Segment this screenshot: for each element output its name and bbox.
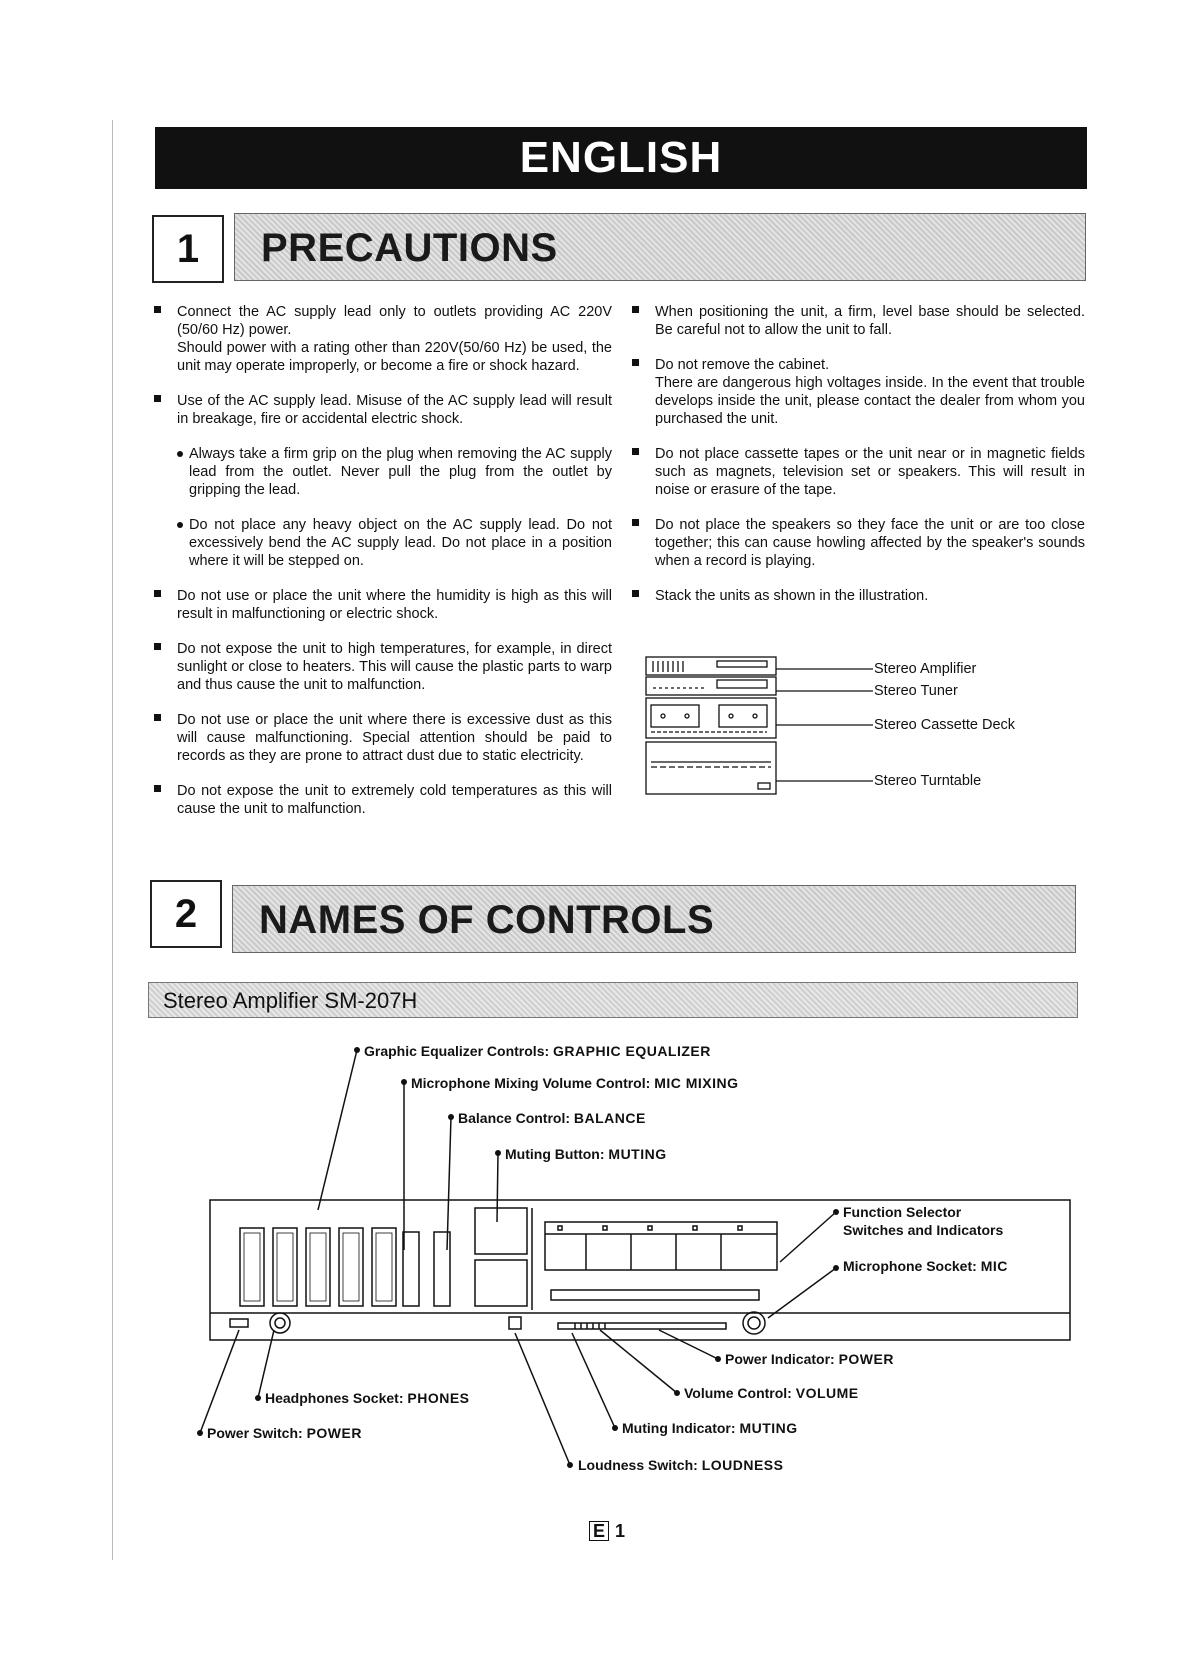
label-volume: [684, 1385, 859, 1401]
label-balance: [458, 1110, 646, 1126]
precaution-text: Use of the AC supply lead. Misuse of the AC supply lead will result in breakage, fire or accidental electric shock.: [177, 393, 612, 427]
precaution-text: Stack the units as shown in the illustration.: [655, 588, 929, 604]
precaution-text: Do not expose the unit to extremely cold temperatures as this will cause the unit to malfunction.: [177, 783, 612, 817]
control-value: MUTING: [739, 1420, 798, 1436]
language-header: ENGLISH: [155, 127, 1087, 189]
control-value: BALANCE: [573, 1110, 646, 1126]
precaution-subtext: Do not place any heavy object on the AC supply lead. Do not excessively bend the AC supply lead. Do not place in a position where it will be stepped on.: [189, 517, 612, 569]
dot-bullet-icon: [177, 451, 183, 457]
precaution-item: [152, 640, 612, 694]
label-loudness: [578, 1457, 783, 1473]
bullet-icon: [632, 590, 639, 597]
control-value: PHONES: [407, 1390, 470, 1406]
precaution-text: Should power with a rating other than 220V(50/60 Hz) be used, the unit may operate improperly, or become a fire or shock hazard.: [177, 340, 612, 374]
section-2-title: NAMES OF CONTROLS: [232, 885, 1076, 953]
precaution-text: Connect the AC supply lead only to outlets providing AC 220V (50/60 Hz) power.: [177, 304, 612, 338]
bullet-icon: [632, 448, 639, 455]
precaution-text: Do not place cassette tapes or the unit near or in magnetic fields such as magnets, television set or speakers. This will result in noise or erasure of the tape.: [655, 446, 1085, 498]
control-name: Microphone Mixing Volume Control:: [411, 1075, 651, 1091]
stack-label-amplifier: Stereo Amplifier: [874, 661, 977, 677]
precaution-item: [630, 445, 1085, 499]
precaution-subitem: [177, 516, 612, 570]
bullet-icon: [154, 785, 161, 792]
control-name: Volume Control:: [684, 1385, 792, 1401]
control-name: Power Switch:: [207, 1425, 303, 1441]
control-name: Function Selector: [843, 1204, 962, 1220]
bullet-icon: [632, 359, 639, 366]
stack-label-cassette: Stereo Cassette Deck: [874, 717, 1016, 733]
precaution-item: [152, 711, 612, 765]
control-value: MUTING: [608, 1146, 667, 1162]
section-2-number: 2: [150, 880, 222, 948]
bullet-icon: [154, 590, 161, 597]
precaution-item: [630, 356, 1085, 428]
precaution-text: Do not expose the unit to high temperatures, for example, in direct sunlight or close to heaters. This will cause the plastic parts to warp and thus cause the unit to malfunction.: [177, 641, 612, 693]
stack-label-tuner: Stereo Tuner: [874, 683, 958, 699]
precaution-text: Do not place the speakers so they face the unit or are too close together; this can cause howling affected by the speaker's sounds when a record is playing.: [655, 517, 1085, 569]
page-number-value: 1: [615, 1521, 626, 1541]
precaution-item: [630, 516, 1085, 570]
page-letter-box: E: [589, 1521, 609, 1541]
control-name: Power Indicator:: [725, 1351, 835, 1367]
bullet-icon: [154, 643, 161, 650]
precaution-subtext: Always take a firm grip on the plug when removing the AC supply lead from the outlet. Never pull the plug from the outlet by gripping the lead.: [189, 446, 612, 498]
precaution-text: Do not remove the cabinet.: [655, 357, 830, 373]
label-graphic-equalizer: [364, 1043, 711, 1059]
stack-illustration: [645, 650, 875, 802]
bullet-icon: [154, 395, 161, 402]
label-function-selector: [843, 1203, 1003, 1239]
precaution-item: [152, 392, 612, 570]
control-name: Balance Control:: [458, 1110, 571, 1126]
label-muting-button: [505, 1146, 667, 1162]
label-muting-indicator: [622, 1420, 798, 1436]
precaution-item: [630, 303, 1085, 339]
bullet-icon: [154, 714, 161, 721]
label-power-indicator: [725, 1351, 894, 1367]
stack-label-turntable: Stereo Turntable: [874, 773, 982, 789]
control-name: Loudness Switch:: [578, 1457, 698, 1473]
turntable-unit-shape: [646, 742, 776, 794]
page-number: [589, 1521, 625, 1542]
control-value: LOUDNESS: [701, 1457, 784, 1473]
label-headphones: [265, 1390, 470, 1406]
precaution-item: [152, 587, 612, 623]
label-mic-socket: [843, 1258, 1008, 1274]
precaution-item: [630, 587, 1085, 605]
section-1-title: PRECAUTIONS: [234, 213, 1086, 281]
amplifier-unit-shape: [646, 657, 776, 675]
control-name: Muting Button:: [505, 1146, 605, 1162]
control-name: Muting Indicator:: [622, 1420, 736, 1436]
label-mic-mixing: [411, 1075, 739, 1091]
label-power-switch: [207, 1425, 362, 1441]
control-name: Microphone Socket:: [843, 1258, 977, 1274]
section-1-number: 1: [152, 215, 224, 283]
control-value: GRAPHIC EQUALIZER: [553, 1043, 711, 1059]
bullet-icon: [632, 519, 639, 526]
bullet-icon: [154, 306, 161, 313]
control-value: POWER: [306, 1425, 362, 1441]
precautions-left-column: [152, 303, 612, 835]
precaution-text: When positioning the unit, a firm, level base should be selected. Be careful not to allow the unit to fall.: [655, 304, 1085, 338]
control-value: VOLUME: [795, 1385, 859, 1401]
precautions-right-column: [630, 303, 1085, 622]
amplifier-front-panel-diagram: [0, 1030, 1190, 1490]
control-name: Switches and Indicators: [843, 1222, 1004, 1238]
control-name: Graphic Equalizer Controls:: [364, 1043, 550, 1059]
control-value: MIC MIXING: [654, 1075, 739, 1091]
precaution-subitem: [177, 445, 612, 499]
control-value: MIC: [980, 1258, 1008, 1274]
precaution-item: [152, 782, 612, 818]
bullet-icon: [632, 306, 639, 313]
control-value: POWER: [838, 1351, 894, 1367]
dot-bullet-icon: [177, 522, 183, 528]
precaution-item: [152, 303, 612, 375]
precaution-text: Do not use or place the unit where the humidity is high as this will result in malfunctioning or electric shock.: [177, 588, 612, 622]
precaution-text: Do not use or place the unit where there is excessive dust as this will cause malfunctioning. Special attention should be paid to records as they are prone to attract dust due to static electricity.: [177, 712, 612, 764]
precaution-text: There are dangerous high voltages inside. In the event that trouble develops inside the unit, please contact the dealer from whom you purchased the unit.: [655, 375, 1085, 427]
control-name: Headphones Socket:: [265, 1390, 404, 1406]
amplifier-model-subtitle: Stereo Amplifier SM-207H: [148, 982, 1078, 1018]
